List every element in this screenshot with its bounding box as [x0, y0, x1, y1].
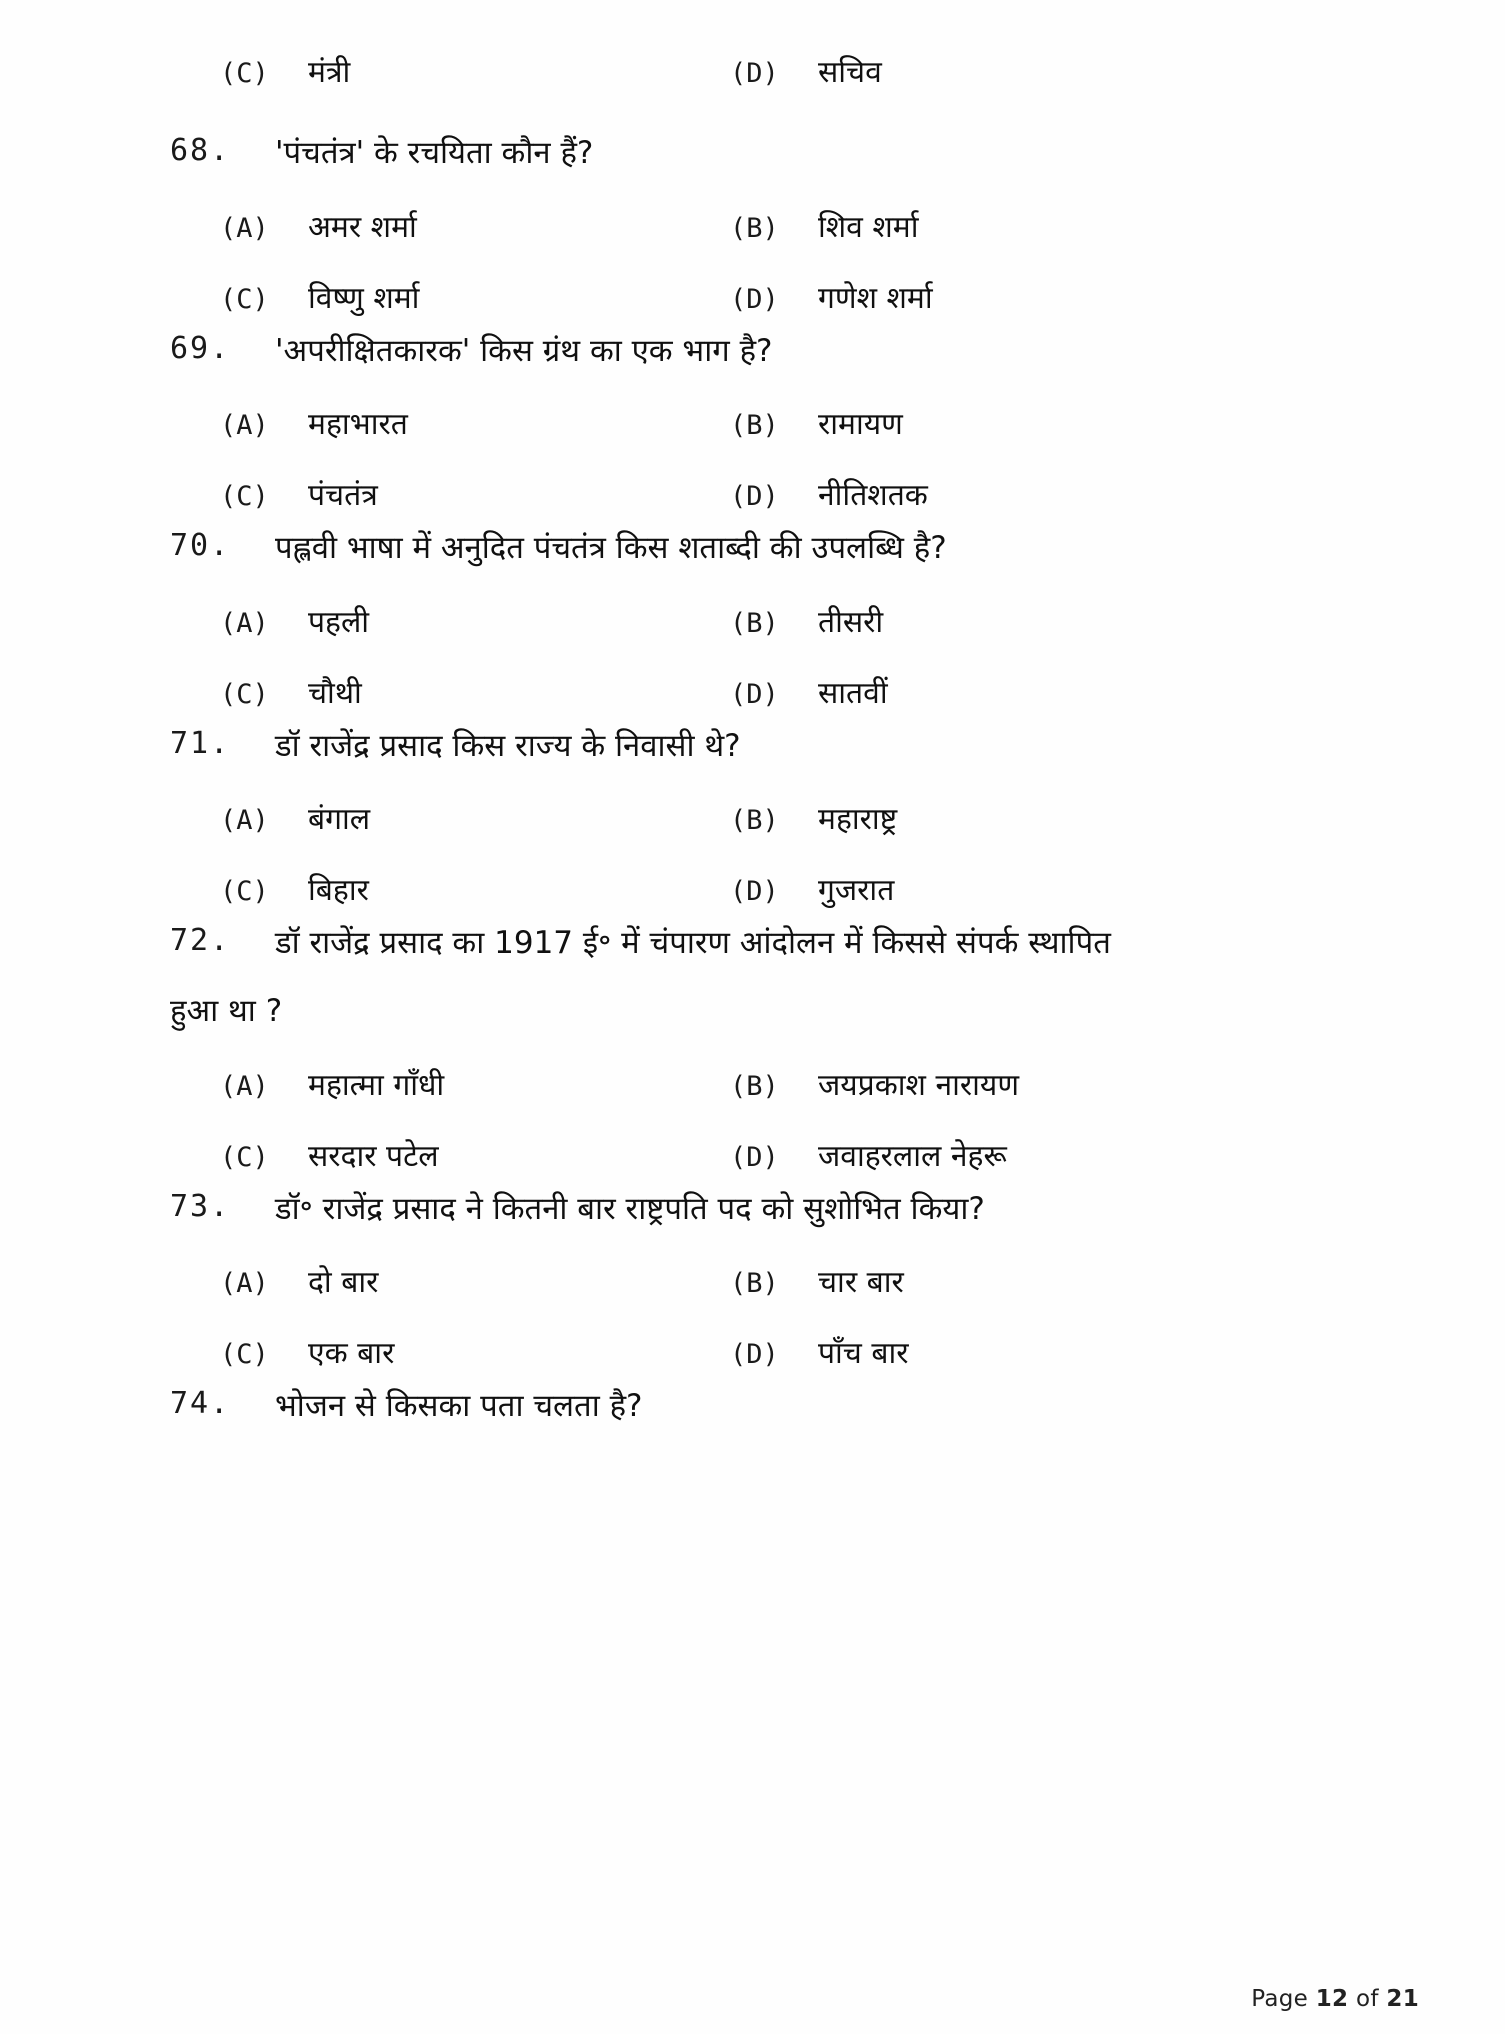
option-row	[170, 473, 1425, 518]
question-heading	[170, 722, 1425, 772]
option-tag: (C)	[220, 876, 269, 908]
option-label: बिहार	[308, 873, 369, 909]
option-label: मंत्री	[308, 55, 351, 90]
question-text: डॉ राजेंद्र प्रसाद किस राज्य के निवासी थे?	[275, 727, 741, 764]
question-number: 73.	[170, 1188, 231, 1224]
question-text: पह्लवी भाषा में अनुदित पंचतंत्र किस शताब्दी की उपलब्धि है?	[275, 530, 947, 567]
option-c[interactable]	[170, 1331, 730, 1376]
option-tag: (C)	[220, 1141, 269, 1173]
question-heading	[170, 1185, 1425, 1235]
option-tag: (C)	[220, 58, 269, 89]
footer-current-page: 12	[1315, 1986, 1349, 2012]
question-heading	[170, 327, 1425, 377]
option-tag: (C)	[220, 678, 269, 710]
option-label: बंगाल	[308, 802, 371, 838]
question-block	[170, 327, 1425, 519]
option-label: नीतिशतक	[818, 478, 928, 514]
option-row	[170, 1331, 1425, 1376]
option-tag: (D)	[730, 678, 779, 710]
option-label: रामायण	[818, 407, 903, 443]
option-label: दो बार	[308, 1265, 379, 1301]
option-b[interactable]	[730, 600, 1425, 645]
option-c[interactable]	[170, 671, 730, 716]
option-d[interactable]	[730, 1331, 1425, 1376]
question-text: भोजन से किसका पता चलता है?	[275, 1388, 643, 1425]
option-label: पंचतंत्र	[308, 478, 378, 514]
option-d[interactable]	[730, 50, 1425, 95]
option-row	[170, 205, 1425, 250]
option-tag: (B)	[730, 212, 779, 244]
option-label: सरदार पटेल	[308, 1138, 439, 1174]
option-tag: (D)	[730, 1141, 779, 1173]
option-tag: (A)	[220, 410, 269, 442]
question-block	[170, 1382, 1425, 1432]
question-block	[170, 524, 1425, 716]
question-block	[170, 722, 1425, 914]
footer-total-pages: 21	[1386, 1986, 1419, 2012]
option-tag: (D)	[730, 283, 779, 315]
option-tag: (D)	[730, 58, 779, 89]
option-tag: (A)	[220, 212, 269, 244]
question-text: 'पंचतंत्र' के रचयिता कौन हैं?	[275, 135, 594, 171]
option-row	[170, 50, 1425, 95]
option-tag: (D)	[730, 876, 779, 908]
option-label: महाराष्ट्र	[818, 802, 898, 838]
option-tag: (B)	[730, 805, 779, 837]
option-row	[170, 797, 1425, 842]
option-b[interactable]	[730, 1063, 1425, 1108]
question-number: 69.	[170, 330, 231, 366]
question-number: 68.	[170, 133, 231, 168]
option-label: शिव शर्मा	[818, 209, 919, 245]
question-text: डॉ राजेंद्र प्रसाद का 1917 ई॰ में चंपारण आंदोलन में किससे संपर्क स्थापित	[275, 925, 1111, 962]
option-label: सातवीं	[818, 675, 888, 711]
option-tag: (A)	[220, 805, 269, 837]
question-block	[170, 1185, 1425, 1377]
option-c[interactable]	[170, 1134, 730, 1179]
option-b[interactable]	[730, 1260, 1425, 1305]
question-text: 'अपरीक्षितकारक' किस ग्रंथ का एक भाग है?	[275, 332, 773, 369]
option-label: सचिव	[818, 55, 882, 90]
option-tag: (D)	[730, 1339, 779, 1371]
question-heading	[170, 129, 1425, 179]
option-label: जयप्रकाश नारायण	[818, 1067, 1020, 1103]
option-tag: (B)	[730, 1268, 779, 1300]
option-a[interactable]	[170, 600, 730, 645]
option-a[interactable]	[170, 1063, 730, 1108]
option-label: गणेश शर्मा	[818, 280, 933, 316]
option-tag: (D)	[730, 481, 779, 513]
option-row	[170, 1063, 1425, 1108]
option-label: एक बार	[308, 1336, 395, 1372]
option-a[interactable]	[170, 205, 730, 250]
question-number: 72.	[170, 923, 231, 959]
footer-prefix: Page	[1251, 1986, 1309, 2012]
footer-separator: of	[1355, 1986, 1379, 2012]
option-c[interactable]	[170, 868, 730, 913]
option-tag: (B)	[730, 1070, 779, 1102]
option-label: महाभारत	[308, 407, 408, 443]
option-label: तीसरी	[818, 604, 884, 640]
option-b[interactable]	[730, 797, 1425, 842]
option-tag: (A)	[220, 607, 269, 639]
option-tag: (A)	[220, 1268, 269, 1300]
question-number: 71.	[170, 725, 231, 761]
option-row	[170, 1134, 1425, 1179]
option-row	[170, 671, 1425, 716]
option-a[interactable]	[170, 402, 730, 447]
option-label: अमर शर्मा	[308, 209, 417, 245]
option-row	[170, 402, 1425, 447]
option-label: चौथी	[308, 675, 362, 711]
question-heading	[170, 919, 1425, 969]
question-text-continuation: हुआ था ?	[170, 992, 283, 1029]
option-row	[170, 276, 1425, 321]
option-label: जवाहरलाल नेहरू	[818, 1138, 1007, 1174]
option-c[interactable]	[170, 473, 730, 518]
question-block	[170, 129, 1425, 321]
option-b[interactable]	[730, 402, 1425, 447]
option-c[interactable]	[170, 50, 730, 95]
option-d[interactable]	[730, 276, 1425, 321]
option-label: महात्मा गाँधी	[308, 1067, 445, 1103]
question-block	[170, 919, 1425, 1178]
option-label: पहली	[308, 604, 370, 640]
option-row	[170, 600, 1425, 645]
option-tag: (C)	[220, 481, 269, 513]
option-row	[170, 868, 1425, 913]
option-a[interactable]	[170, 1260, 730, 1305]
question-number: 70.	[170, 528, 231, 564]
option-label: गुजरात	[818, 873, 895, 909]
option-b[interactable]	[730, 205, 1425, 250]
option-d[interactable]	[730, 1134, 1425, 1179]
option-label: चार बार	[818, 1265, 904, 1301]
question-heading	[170, 524, 1425, 574]
option-d[interactable]	[730, 868, 1425, 913]
option-tag: (C)	[220, 1339, 269, 1371]
option-tag: (B)	[730, 607, 779, 639]
option-d[interactable]	[730, 671, 1425, 716]
question-number: 74.	[170, 1386, 231, 1422]
question-text: डॉ॰ राजेंद्र प्रसाद ने कितनी बार राष्ट्रपति पद को सुशोभित किया?	[275, 1190, 985, 1227]
option-d[interactable]	[730, 473, 1425, 518]
question-heading	[170, 1382, 1425, 1432]
option-tag: (C)	[220, 283, 269, 315]
option-row	[170, 1260, 1425, 1305]
option-tag: (B)	[730, 410, 779, 442]
option-label: पाँच बार	[818, 1336, 909, 1372]
option-a[interactable]	[170, 797, 730, 842]
option-c[interactable]	[170, 276, 730, 321]
option-tag: (A)	[220, 1070, 269, 1102]
page-footer	[1251, 1986, 1419, 2012]
option-label: विष्णु शर्मा	[308, 280, 420, 316]
